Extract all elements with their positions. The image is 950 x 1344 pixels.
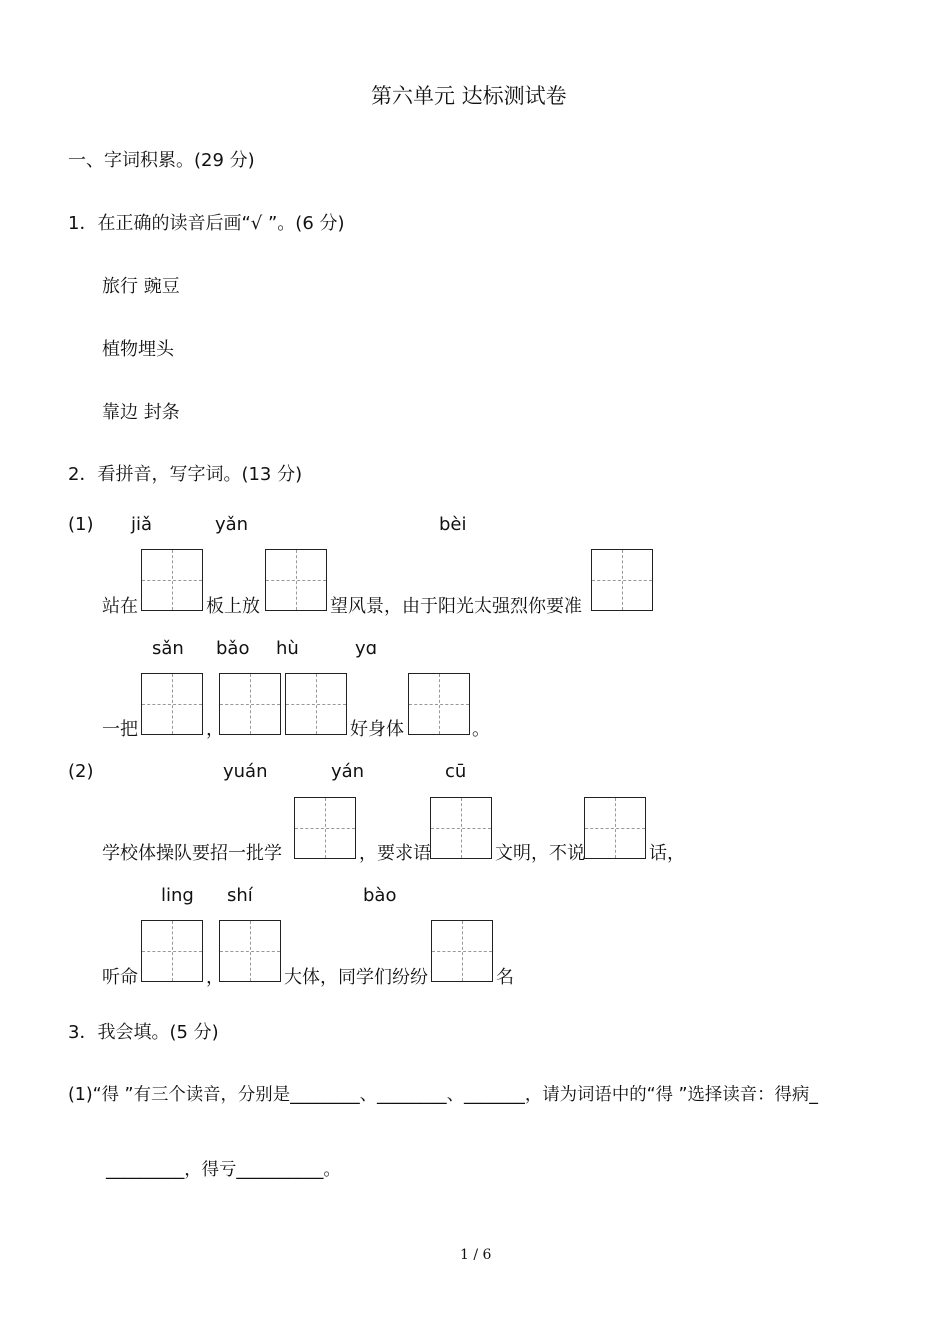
writing-box[interactable] [408, 673, 470, 735]
writing-box[interactable] [584, 797, 646, 859]
sentence-text: 站在 [102, 596, 138, 617]
q3-line-1: (1)“得 ”有三个读音，分别是________、________、_______，请为词语中的“得 ”选择读音：得病_ [68, 1085, 818, 1105]
q1-line-1: 旅行 豌豆 [102, 276, 180, 297]
sentence-text: ， [206, 967, 224, 988]
sentence-text: 名 [496, 967, 514, 988]
sentence-text: ，要求语 [359, 843, 431, 864]
pinyin: yɑ [355, 638, 378, 659]
sentence-text: 文明，不说 [495, 843, 585, 864]
q2-p2-label: (2) [68, 761, 94, 782]
writing-box[interactable] [141, 920, 203, 982]
sentence-text: 话， [649, 843, 685, 864]
sentence-text: 。 [472, 719, 490, 740]
q1-line-3: 靠边 封条 [102, 402, 180, 423]
pinyin: bǎo [216, 638, 250, 659]
writing-box[interactable] [141, 549, 203, 611]
writing-box[interactable] [294, 797, 356, 859]
pinyin: ling [161, 885, 194, 906]
sentence-text: 板上放 [206, 596, 260, 617]
pinyin: shí [227, 885, 253, 906]
pinyin: hù [276, 638, 299, 659]
pinyin: yǎn [215, 514, 249, 535]
q1-heading: 1．在正确的读音后画“√ ”。(6 分) [68, 213, 345, 234]
pinyin: yán [331, 761, 365, 782]
sentence-text: 一把 [102, 719, 138, 740]
writing-box[interactable] [265, 549, 327, 611]
sentence-text: 大体，同学们纷纷 [284, 967, 428, 988]
sentence-text: 望风景，由于阳光太强烈你要准 [330, 596, 582, 617]
page-title: 第六单元 达标测试卷 [371, 84, 567, 108]
writing-box[interactable] [219, 673, 281, 735]
writing-box[interactable] [285, 673, 347, 735]
q2-heading: 2．看拼音，写字词。(13 分) [68, 464, 303, 485]
writing-box[interactable] [141, 673, 203, 735]
q1-line-2: 植物埋头 [102, 339, 174, 360]
pinyin: cū [445, 761, 467, 782]
writing-box[interactable] [591, 549, 653, 611]
pinyin: bèi [439, 514, 467, 535]
pinyin: yuán [223, 761, 268, 782]
pinyin: bào [363, 885, 397, 906]
section1-heading: 一、字词积累。(29 分) [68, 150, 255, 171]
pinyin: jiǎ [131, 514, 153, 535]
q3-heading: 3．我会填。(5 分) [68, 1022, 219, 1043]
sentence-text: ， [206, 719, 224, 740]
q3-line-2: _________，得亏__________。 [106, 1160, 341, 1180]
q2-p1-label: (1) [68, 514, 94, 535]
page-number: 1 / 6 [460, 1247, 492, 1263]
sentence-text: 学校体操队要招一批学 [102, 843, 282, 864]
pinyin: sǎn [152, 638, 184, 659]
writing-box[interactable] [431, 920, 493, 982]
writing-box[interactable] [219, 920, 281, 982]
writing-box[interactable] [430, 797, 492, 859]
sentence-text: 好身体 [350, 719, 404, 740]
sentence-text: 听命 [102, 967, 138, 988]
